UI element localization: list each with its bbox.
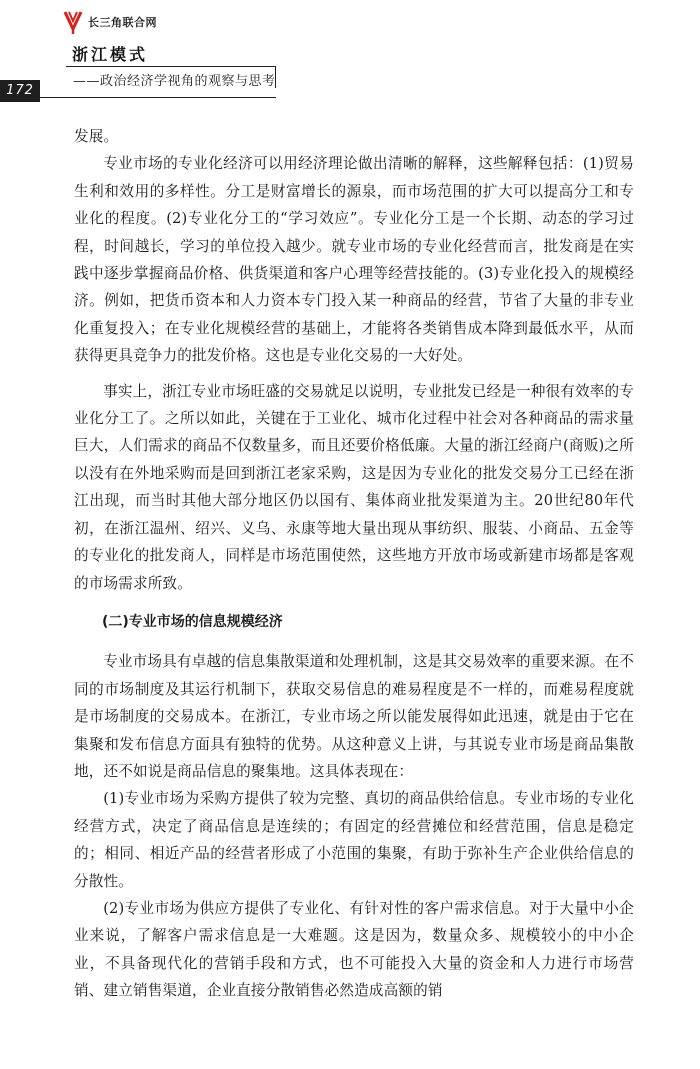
paragraph: 专业市场的专业化经济可以用经济理论做出清晰的解释，这些解释包括：(1)贸易生利和效用的多样性。分工是财富增长的源泉，而市场范围的扩大可以提高分工和专业化的程度。(2)专业化分工的“学习效应”。专业化分工是一个长期、动态的学习过程，时间越长，学习的单位投入越少。就专业市场的专业化经营而言，批发商是在实践中逐步掌握商品价格、供货渠道和客户心理等经营技能的。(3)专业化投入的规模经济。例如，把货币资本和人力资本专门投入某一种商品的经营，节省了大量的非专业化重复投入；在专业化规模经营的基础上，才能将各类销售成本降到最低水平，从而获得更具竞争力的批发价格。这也是专业化交易的一大好处。 [74,155,634,365]
paragraph: (2)专业市场为供应方提供了专业化、有针对性的客户需求信息。对于大量中小企业来说，了解客户需求信息是一大难题。这是因为，数量众多、规模较小的中小企业，不具备现代化的营销手段和方式，也不可能投入大量的资金和人力进行市场营销、建立销售渠道，企业直接分散销售必然造成高额的销 [74,899,634,1000]
main-content [74,123,634,1005]
header-rule-top [66,66,276,67]
book-title: 浙江模式 [72,45,149,64]
paragraph: 发展。 [74,128,119,145]
section-heading: (二)专业市场的信息规模经济 [102,613,283,630]
page-number: 172 [0,80,40,102]
paragraph: 事实上，浙江专业市场旺盛的交易就足以说明，专业批发已经是一种很有效率的专业化分工了。之所以如此，关键在于工业化、城市化过程中社会对各种商品的需求量巨大，人们需求的商品不仅数量多，而且还要价格低廉。大量的浙江经商户(商贩)之所以没有在外地采购而是回到浙江老家采购，这是因为专业化的批发交易分工已经在浙江出现，而当时其他大部分地区仍以国有、集体商业批发渠道为主。20世纪80年代初，在浙江温州、绍兴、义乌、永康等地大量出现从事纺织、服装、小商品、五金等的专业化的批发商人，同样是市场范围使然，这些地方开放市场或新建市场都是客观的市场需求所致。 [74,382,634,592]
logo [62,8,157,36]
paragraph: 专业市场具有卓越的信息集散渠道和处理机制，这是其交易效率的重要来源。在不同的市场制度及其运行机制下，获取交易信息的难易程度是不一样的，而难易程度就是市场制度的交易成本。在浙江，专业市场之所以能发展得如此迅速，就是由于它在集聚和发布信息方面具有独特的优势。从这种意义上讲，与其说专业市场是商品集散地，还不如说是商品信息的聚集地。这具体表现在： [74,653,634,780]
book-subtitle: ——政治经济学视角的观察与思考 [73,74,276,89]
paragraph: (1)专业市场为采购方提供了较为完整、真切的商品供给信息。专业市场的专业化经营方式，决定了商品信息是连续的；有固定的经营摊位和经营范围，信息是稳定的；相同、相近产品的经营者形成了小范围的集聚，有助于弥补生产企业供给信息的分散性。 [74,790,634,890]
logo-text: 长三角联合网 [88,16,157,29]
logo-mark-icon [62,9,84,35]
header-rule-bottom [40,97,276,98]
